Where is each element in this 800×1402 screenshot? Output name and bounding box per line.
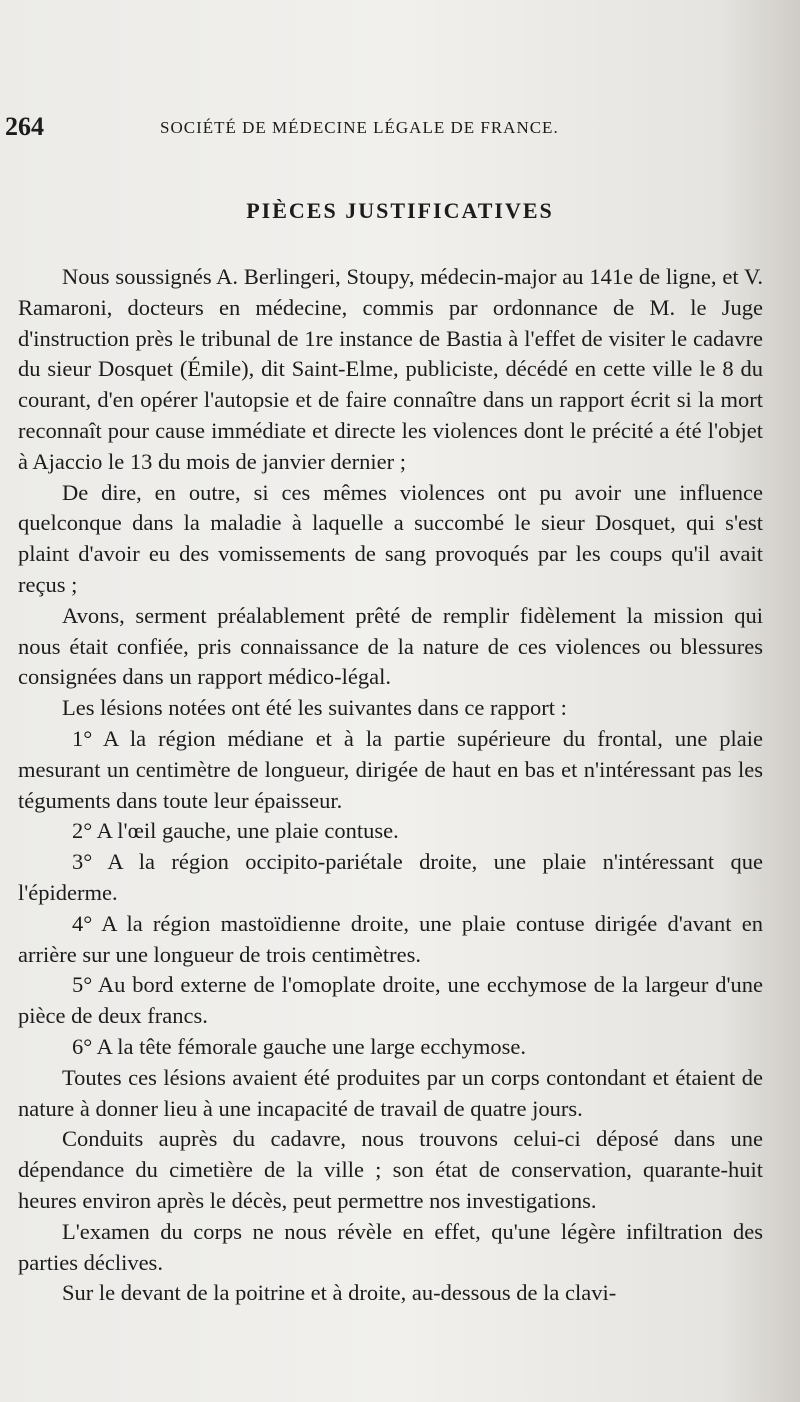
lesion-item-4: 4° A la région mastoïdienne droite, une plaie contuse dirigée d'avant en arrière sur une longueur de trois centimètres. <box>18 910 763 967</box>
lesion-item-5: 5° Au bord externe de l'omoplate droite, une ecchymose de la largeur d'une pièce de deux francs. <box>18 972 763 1029</box>
paragraph-lesions-intro: Les lésions notées ont été les suivantes dans ce rapport : <box>62 695 567 721</box>
lesion-item-3: 3° A la région occipito-pariétale droite, une plaie n'intéressant que l'épiderme. <box>18 849 763 905</box>
paragraph-chest: Sur le devant de la poitrine et à droite, au-dessous de la clavi- <box>62 1280 617 1306</box>
lesion-item-1: 1° A la région médiane et à la partie supérieure du frontal, une plaie mesurant un centimètre de longueur, dirigée de haut en bas et n'intéressant pas les téguments dans toute leur épaisseur. <box>18 725 763 813</box>
page-number: 264 <box>5 112 44 141</box>
paragraph-cadaver: Conduits auprès du cadavre, nous trouvons celui-ci déposé dans une dépendance du cimetière de la ville ; son état de conservation, quarante-huit heures environ après le décès, peut permettre nos investigations. <box>18 1126 763 1213</box>
lesion-item-6: 6° A la tête fémorale gauche une large ecchymose. <box>72 1033 527 1059</box>
paragraph-examination: L'examen du corps ne nous révèle en effet, qu'une légère infiltration des parties déclives. <box>18 1218 763 1275</box>
section-title: PIÈCES JUSTIFICATIVES <box>246 198 554 223</box>
body-text <box>18 262 763 1309</box>
lesion-item-2: 2° A l'œil gauche, une plaie contuse. <box>72 818 399 844</box>
paragraph-conclusion-lesions: Toutes ces lésions avaient été produites par un corps contondant et étaient de nature à donner lieu à une incapacité de travail de quatre jours. <box>18 1064 763 1121</box>
running-header <box>5 112 760 142</box>
paragraph-mission: De dire, en outre, si ces mêmes violences ont pu avoir une influence quelconque dans la maladie à laquelle a succombé le sieur Dosquet, qui s'est plaint d'avoir eu des vomissements de sang provoqués par les coups qu'il avait reçus ; <box>18 479 763 597</box>
running-head-title: SOCIÉTÉ DE MÉDECINE LÉGALE DE FRANCE. <box>160 118 559 137</box>
paragraph-oath: Avons, serment préalablement prêté de remplir fidèlement la mission qui nous était confiée, pris connaissance de la nature de ces violences ou blessures consignées dans un rapport médico-légal. <box>18 602 763 690</box>
paragraph-intro: Nous soussignés A. Berlingeri, Stoupy, médecin-major au 141e de ligne, et V. Ramaroni, docteurs en médecine, commis par ordonnance de M. le Juge d'instruction près le tribunal de 1re instance de Bastia à l'effet de visiter le cadavre du sieur Dosquet (Émile), dit Saint-Elme, publiciste, décédé en cette ville le 8 du courant, d'en opérer l'autopsie et de faire connaître dans un rapport écrit si la mort reconnaît pour cause immédiate et directe les violences dont le précité a été l'objet à Ajaccio le 13 du mois de janvier dernier ; <box>18 264 763 474</box>
